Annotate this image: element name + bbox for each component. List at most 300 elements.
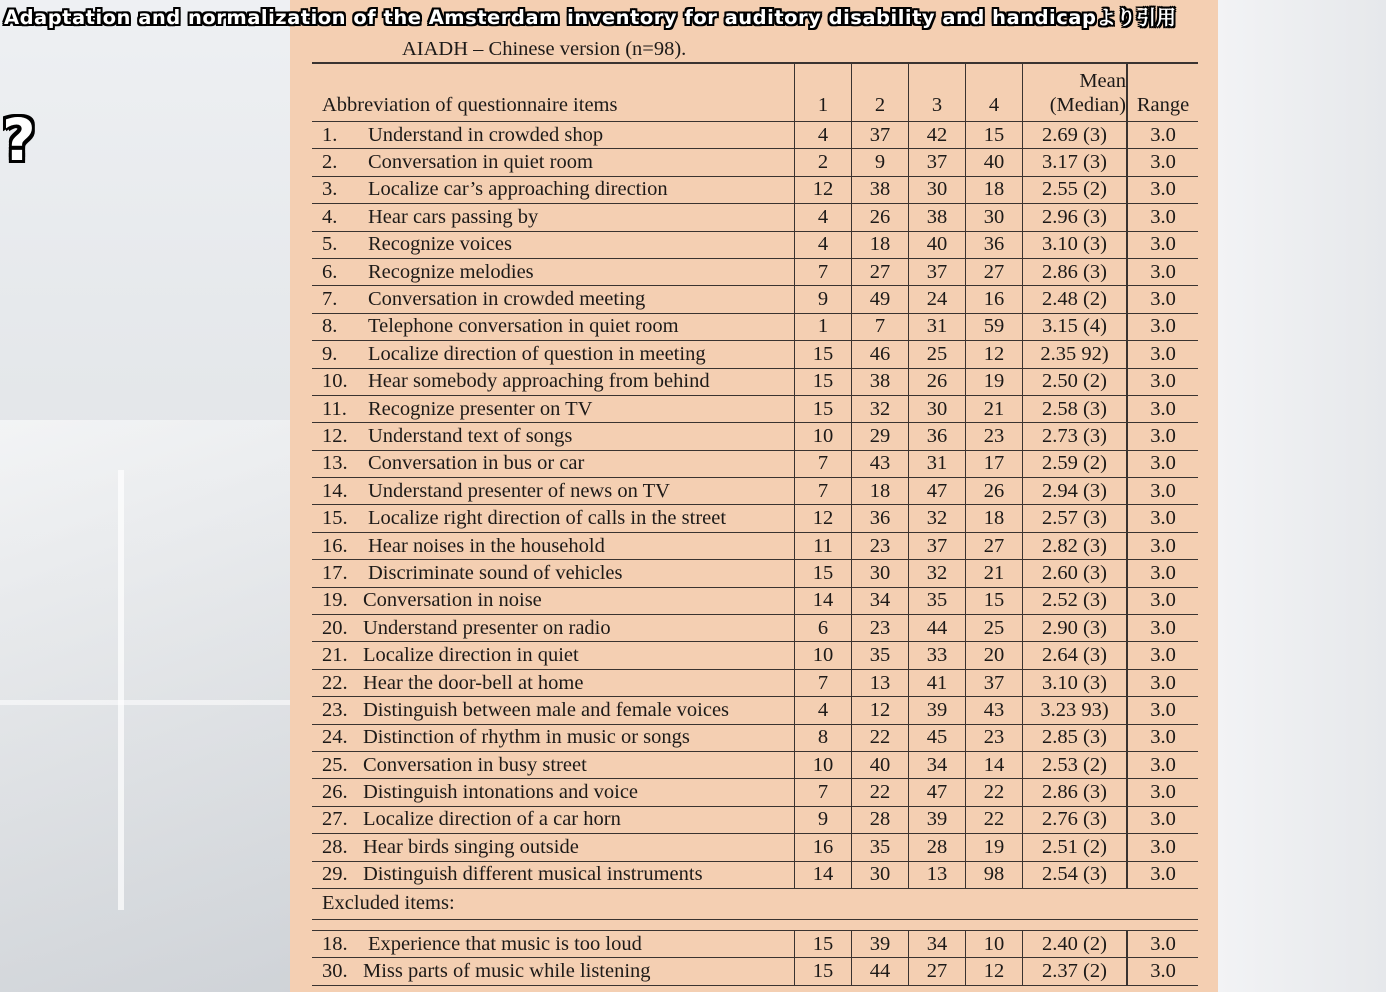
count-cell-2: 49: [851, 286, 908, 312]
item-cell: [312, 369, 794, 395]
count-cell-1: 9: [794, 807, 851, 833]
mean-median-cell: 2.64 (3): [1022, 642, 1126, 668]
count-cell-2: 37: [851, 122, 908, 148]
mean-median-cell: 2.82 (3): [1022, 533, 1126, 559]
range-cell: 3.0: [1126, 505, 1198, 531]
item-cell: [312, 122, 794, 148]
range-cell: 3.0: [1126, 259, 1198, 285]
range-cell: 3.0: [1126, 958, 1198, 984]
item-cell: [312, 533, 794, 559]
count-cell-1: 4: [794, 697, 851, 723]
mean-median-cell: 2.35 92): [1022, 341, 1126, 367]
count-cell-2: 23: [851, 615, 908, 641]
count-cell-4: 10: [965, 931, 1022, 957]
table-row: [312, 478, 1198, 505]
table-row: [312, 752, 1198, 779]
count-cell-1: 14: [794, 862, 851, 888]
count-cell-3: 30: [908, 396, 965, 422]
table-header-row: [312, 64, 1198, 122]
count-cell-2: 23: [851, 533, 908, 559]
range-cell: 3.0: [1126, 752, 1198, 778]
item-number: 13.: [322, 452, 348, 475]
count-cell-3: 47: [908, 779, 965, 805]
mean-median-cell: 3.10 (3): [1022, 232, 1126, 258]
mean-median-cell: 2.86 (3): [1022, 259, 1126, 285]
item-text: Localize direction in quiet: [363, 644, 579, 667]
range-cell: 3.0: [1126, 670, 1198, 696]
item-cell: [312, 931, 794, 957]
range-cell: 3.0: [1126, 588, 1198, 614]
range-cell: 3.0: [1126, 560, 1198, 586]
count-cell-4: 22: [965, 807, 1022, 833]
count-cell-1: 15: [794, 958, 851, 984]
table-row: [312, 505, 1198, 532]
table-row: [312, 615, 1198, 642]
item-text: Hear cars passing by: [368, 205, 539, 228]
count-cell-1: 12: [794, 505, 851, 531]
mean-median-cell: 2.69 (3): [1022, 122, 1126, 148]
item-cell: [312, 505, 794, 531]
count-cell-4: 15: [965, 122, 1022, 148]
range-cell: 3.0: [1126, 423, 1198, 449]
count-cell-2: 28: [851, 807, 908, 833]
table-row: [312, 259, 1198, 286]
header-col-3: 3: [908, 64, 965, 121]
table-row: [312, 423, 1198, 450]
item-number: 22.: [322, 671, 348, 694]
range-cell: 3.0: [1126, 396, 1198, 422]
count-cell-3: 39: [908, 697, 965, 723]
item-text: Understand presenter of news on TV: [368, 479, 670, 502]
count-cell-2: 12: [851, 697, 908, 723]
item-cell: [312, 588, 794, 614]
mean-median-cell: 2.94 (3): [1022, 478, 1126, 504]
count-cell-2: 36: [851, 505, 908, 531]
table-row: [312, 697, 1198, 724]
item-number: 17.: [322, 561, 348, 584]
range-cell: 3.0: [1126, 341, 1198, 367]
count-cell-4: 27: [965, 259, 1022, 285]
background-right-panel: [1218, 0, 1386, 992]
aiadh-table: [312, 36, 1198, 986]
item-text: Distinction of rhythm in music or songs: [363, 726, 690, 749]
count-cell-2: 40: [851, 752, 908, 778]
count-cell-2: 26: [851, 204, 908, 230]
count-cell-4: 18: [965, 505, 1022, 531]
table-row: [312, 588, 1198, 615]
count-cell-4: 98: [965, 862, 1022, 888]
count-cell-3: 37: [908, 533, 965, 559]
mean-median-cell: 2.53 (2): [1022, 752, 1126, 778]
count-cell-4: 43: [965, 697, 1022, 723]
table-row: [312, 725, 1198, 752]
mean-median-cell: 2.90 (3): [1022, 615, 1126, 641]
count-cell-1: 15: [794, 560, 851, 586]
excluded-items-label: Excluded items:: [312, 889, 1198, 920]
range-cell: 3.0: [1126, 204, 1198, 230]
range-cell: 3.0: [1126, 725, 1198, 751]
range-cell: 3.0: [1126, 834, 1198, 860]
count-cell-4: 36: [965, 232, 1022, 258]
count-cell-3: 27: [908, 958, 965, 984]
count-cell-4: 21: [965, 560, 1022, 586]
range-cell: 3.0: [1126, 615, 1198, 641]
count-cell-2: 30: [851, 862, 908, 888]
item-cell: [312, 642, 794, 668]
count-cell-4: 23: [965, 725, 1022, 751]
item-cell: [312, 560, 794, 586]
count-cell-2: 32: [851, 396, 908, 422]
count-cell-1: 15: [794, 369, 851, 395]
item-text: Localize right direction of calls in the street: [368, 507, 727, 530]
item-cell: [312, 958, 794, 984]
count-cell-1: 14: [794, 588, 851, 614]
count-cell-3: 38: [908, 204, 965, 230]
count-cell-3: 37: [908, 149, 965, 175]
count-cell-1: 1: [794, 314, 851, 340]
count-cell-2: 38: [851, 369, 908, 395]
count-cell-4: 14: [965, 752, 1022, 778]
item-text: Conversation in bus or car: [368, 452, 585, 475]
count-cell-2: 9: [851, 149, 908, 175]
item-number: 10.: [322, 370, 348, 393]
count-cell-4: 12: [965, 958, 1022, 984]
header-item: Abbreviation of questionnaire items: [322, 94, 618, 116]
header-median-label: (Median): [1049, 94, 1126, 116]
item-number: 21.: [322, 644, 348, 667]
count-cell-1: 12: [794, 177, 851, 203]
item-text: Conversation in noise: [363, 589, 542, 612]
mean-median-cell: 2.86 (3): [1022, 779, 1126, 805]
item-cell: [312, 862, 794, 888]
item-cell: [312, 259, 794, 285]
count-cell-2: 29: [851, 423, 908, 449]
count-cell-3: 45: [908, 725, 965, 751]
item-text: Hear the door-bell at home: [363, 671, 584, 694]
count-cell-3: 35: [908, 588, 965, 614]
item-cell: [312, 341, 794, 367]
background-window-frame: [118, 470, 124, 910]
count-cell-4: 37: [965, 670, 1022, 696]
count-cell-4: 21: [965, 396, 1022, 422]
count-cell-2: 43: [851, 451, 908, 477]
count-cell-2: 7: [851, 314, 908, 340]
count-cell-4: 17: [965, 451, 1022, 477]
item-text: Distinguish intonations and voice: [363, 781, 639, 804]
count-cell-2: 35: [851, 642, 908, 668]
item-cell: [312, 451, 794, 477]
count-cell-3: 31: [908, 451, 965, 477]
mean-median-cell: 2.48 (2): [1022, 286, 1126, 312]
item-text: Recognize voices: [368, 233, 513, 256]
count-cell-3: 30: [908, 177, 965, 203]
count-cell-4: 19: [965, 369, 1022, 395]
item-number: 2.: [322, 151, 338, 174]
count-cell-1: 8: [794, 725, 851, 751]
count-cell-1: 9: [794, 286, 851, 312]
count-cell-2: 38: [851, 177, 908, 203]
count-cell-4: 23: [965, 423, 1022, 449]
item-cell: [312, 149, 794, 175]
mean-median-cell: 2.76 (3): [1022, 807, 1126, 833]
excluded-table-row: [312, 931, 1198, 958]
item-cell: [312, 725, 794, 751]
count-cell-4: 25: [965, 615, 1022, 641]
count-cell-4: 18: [965, 177, 1022, 203]
item-text: Distinguish between male and female voices: [363, 698, 730, 721]
item-cell: [312, 177, 794, 203]
table-row: [312, 149, 1198, 176]
mean-median-cell: 2.73 (3): [1022, 423, 1126, 449]
header-mean-label: Mean: [1079, 70, 1126, 92]
count-cell-4: 30: [965, 204, 1022, 230]
item-text: Distinguish different musical instruments: [363, 863, 703, 886]
question-mark-sticker: ?: [2, 106, 36, 174]
item-number: 1.: [322, 123, 338, 146]
range-cell: 3.0: [1126, 779, 1198, 805]
count-cell-4: 16: [965, 286, 1022, 312]
count-cell-1: 4: [794, 232, 851, 258]
range-cell: 3.0: [1126, 369, 1198, 395]
count-cell-3: 28: [908, 834, 965, 860]
item-text: Hear noises in the household: [368, 534, 605, 557]
item-number: 11.: [322, 397, 347, 420]
mean-median-cell: 3.15 (4): [1022, 314, 1126, 340]
table-row: [312, 862, 1198, 889]
item-text: Conversation in crowded meeting: [368, 288, 646, 311]
mean-median-cell: 2.52 (3): [1022, 588, 1126, 614]
item-text: Localize direction of a car horn: [363, 808, 621, 831]
item-cell: [312, 779, 794, 805]
mean-median-cell: 2.51 (2): [1022, 834, 1126, 860]
item-number: 23.: [322, 698, 348, 721]
count-cell-3: 39: [908, 807, 965, 833]
count-cell-4: 26: [965, 478, 1022, 504]
item-text: Conversation in quiet room: [368, 151, 593, 174]
item-text: Telephone conversation in quiet room: [368, 315, 679, 338]
count-cell-1: 15: [794, 396, 851, 422]
count-cell-3: 13: [908, 862, 965, 888]
item-text: Localize car’s approaching direction: [368, 178, 668, 201]
count-cell-3: 47: [908, 478, 965, 504]
item-number: 25.: [322, 753, 348, 776]
excluded-table-body: [312, 931, 1198, 986]
range-cell: 3.0: [1126, 478, 1198, 504]
table-row: [312, 286, 1198, 313]
range-cell: 3.0: [1126, 862, 1198, 888]
count-cell-2: 34: [851, 588, 908, 614]
background-window-rail: [0, 700, 290, 705]
item-cell: [312, 423, 794, 449]
item-cell: [312, 697, 794, 723]
count-cell-1: 6: [794, 615, 851, 641]
item-text: Understand in crowded shop: [368, 123, 604, 146]
header-col-2: 2: [851, 64, 908, 121]
item-text: Understand presenter on radio: [363, 616, 611, 639]
count-cell-4: 19: [965, 834, 1022, 860]
item-number: 14.: [322, 479, 348, 502]
count-cell-3: 40: [908, 232, 965, 258]
count-cell-1: 10: [794, 752, 851, 778]
item-text: Recognize presenter on TV: [368, 397, 593, 420]
range-cell: 3.0: [1126, 533, 1198, 559]
count-cell-4: 15: [965, 588, 1022, 614]
count-cell-2: 18: [851, 232, 908, 258]
table-row: [312, 369, 1198, 396]
item-number: 29.: [322, 863, 348, 886]
table-row: [312, 670, 1198, 697]
count-cell-3: 31: [908, 314, 965, 340]
count-cell-1: 4: [794, 204, 851, 230]
count-cell-3: 36: [908, 423, 965, 449]
excluded-table-row: [312, 958, 1198, 985]
mean-median-cell: 2.59 (2): [1022, 451, 1126, 477]
count-cell-3: 32: [908, 560, 965, 586]
count-cell-4: 27: [965, 533, 1022, 559]
item-text: Discriminate sound of vehicles: [368, 561, 623, 584]
count-cell-1: 11: [794, 533, 851, 559]
count-cell-2: 46: [851, 341, 908, 367]
item-number: 8.: [322, 315, 338, 338]
range-cell: 3.0: [1126, 149, 1198, 175]
item-cell: [312, 232, 794, 258]
item-text: Localize direction of question in meeting: [368, 342, 706, 365]
count-cell-1: 15: [794, 341, 851, 367]
count-cell-1: 15: [794, 931, 851, 957]
count-cell-2: 22: [851, 725, 908, 751]
count-cell-2: 18: [851, 478, 908, 504]
mean-median-cell: 2.85 (3): [1022, 725, 1126, 751]
item-cell: [312, 396, 794, 422]
item-text: Hear somebody approaching from behind: [368, 370, 710, 393]
mean-median-cell: 2.60 (3): [1022, 560, 1126, 586]
item-cell: [312, 478, 794, 504]
table-row: [312, 396, 1198, 423]
table-title: AIADH – Chinese version (n=98).: [312, 36, 1198, 64]
item-cell: [312, 204, 794, 230]
video-caption: Adaptation and normalization of the Amsterdam inventory for auditory disability and handicapより引用: [4, 6, 1177, 29]
count-cell-2: 39: [851, 931, 908, 957]
range-cell: 3.0: [1126, 286, 1198, 312]
count-cell-1: 7: [794, 478, 851, 504]
item-number: 28.: [322, 835, 348, 858]
item-number: 19.: [322, 589, 348, 612]
mean-median-cell: 2.57 (3): [1022, 505, 1126, 531]
count-cell-3: 25: [908, 341, 965, 367]
item-number: 18.: [322, 932, 348, 955]
mean-median-cell: 2.37 (2): [1022, 958, 1126, 984]
item-cell: [312, 615, 794, 641]
table-row: [312, 204, 1198, 231]
count-cell-4: 59: [965, 314, 1022, 340]
table-row: [312, 122, 1198, 149]
item-number: 7.: [322, 288, 338, 311]
item-number: 16.: [322, 534, 348, 557]
count-cell-1: 7: [794, 779, 851, 805]
item-number: 3.: [322, 178, 338, 201]
item-number: 6.: [322, 260, 338, 283]
count-cell-2: 35: [851, 834, 908, 860]
count-cell-1: 7: [794, 259, 851, 285]
range-cell: 3.0: [1126, 122, 1198, 148]
mean-median-cell: 2.96 (3): [1022, 204, 1126, 230]
count-cell-2: 27: [851, 259, 908, 285]
mean-median-cell: 2.40 (2): [1022, 931, 1126, 957]
item-number: 27.: [322, 808, 348, 831]
item-number: 20.: [322, 616, 348, 639]
item-number: 26.: [322, 781, 348, 804]
item-number: 12.: [322, 424, 348, 447]
header-range: Range: [1126, 64, 1198, 121]
item-cell: [312, 752, 794, 778]
mean-median-cell: 2.50 (2): [1022, 369, 1126, 395]
table-row: [312, 341, 1198, 368]
item-number: 15.: [322, 507, 348, 530]
count-cell-1: 7: [794, 670, 851, 696]
count-cell-1: 10: [794, 423, 851, 449]
item-text: Miss parts of music while listening: [363, 960, 651, 983]
count-cell-1: 7: [794, 451, 851, 477]
range-cell: 3.0: [1126, 451, 1198, 477]
range-cell: 3.0: [1126, 807, 1198, 833]
count-cell-2: 13: [851, 670, 908, 696]
count-cell-4: 40: [965, 149, 1022, 175]
mean-median-cell: 3.17 (3): [1022, 149, 1126, 175]
item-number: 24.: [322, 726, 348, 749]
table-row: [312, 834, 1198, 861]
table-row: [312, 533, 1198, 560]
count-cell-3: 42: [908, 122, 965, 148]
item-cell: [312, 834, 794, 860]
table-body: [312, 122, 1198, 889]
table-row: [312, 642, 1198, 669]
item-cell: [312, 286, 794, 312]
count-cell-4: 12: [965, 341, 1022, 367]
item-cell: [312, 807, 794, 833]
mean-median-cell: 2.54 (3): [1022, 862, 1126, 888]
item-number: 5.: [322, 233, 338, 256]
range-cell: 3.0: [1126, 931, 1198, 957]
item-number: 4.: [322, 205, 338, 228]
count-cell-1: 4: [794, 122, 851, 148]
count-cell-2: 44: [851, 958, 908, 984]
table-row: [312, 177, 1198, 204]
count-cell-4: 20: [965, 642, 1022, 668]
count-cell-3: 44: [908, 615, 965, 641]
item-number: 9.: [322, 342, 338, 365]
background-wall-shade: [0, 420, 290, 992]
count-cell-1: 10: [794, 642, 851, 668]
mean-median-cell: 2.55 (2): [1022, 177, 1126, 203]
item-text: Conversation in busy street: [363, 753, 587, 776]
count-cell-1: 2: [794, 149, 851, 175]
count-cell-3: 34: [908, 931, 965, 957]
count-cell-2: 22: [851, 779, 908, 805]
header-col-4: 4: [965, 64, 1022, 121]
count-cell-3: 24: [908, 286, 965, 312]
range-cell: 3.0: [1126, 177, 1198, 203]
table-row: [312, 779, 1198, 806]
table-row: [312, 314, 1198, 341]
item-cell: [312, 670, 794, 696]
mean-median-cell: 3.10 (3): [1022, 670, 1126, 696]
mean-median-cell: 3.23 93): [1022, 697, 1126, 723]
range-cell: 3.0: [1126, 232, 1198, 258]
count-cell-3: 37: [908, 259, 965, 285]
section-divider: [312, 920, 1198, 931]
item-text: Understand text of songs: [368, 424, 573, 447]
table-row: [312, 451, 1198, 478]
